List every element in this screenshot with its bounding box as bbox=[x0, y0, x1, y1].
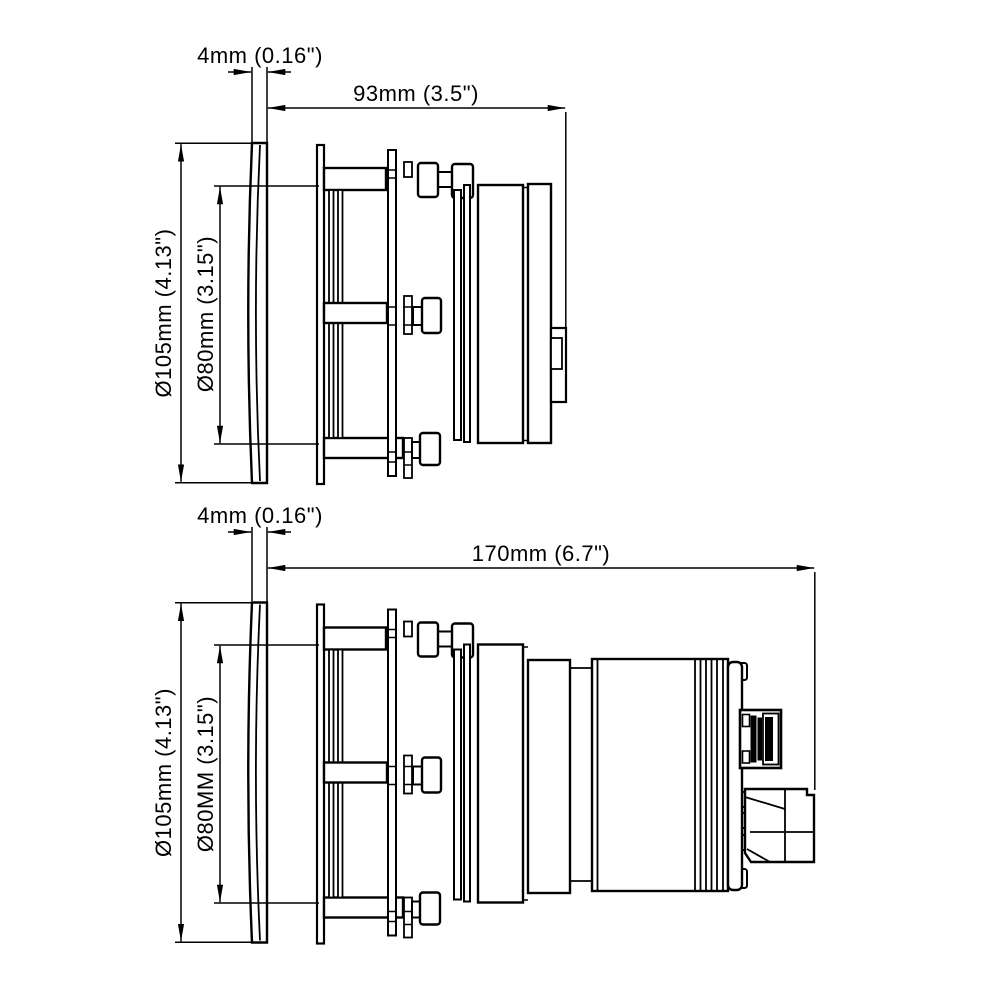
connector-tab-upper bbox=[743, 715, 750, 727]
label-body-length: 170mm (6.7") bbox=[471, 541, 611, 566]
label-cutout-diameter: Ø80mm (3.15") bbox=[193, 235, 218, 393]
rear-cap bbox=[728, 662, 742, 890]
label-cutout-diameter: Ø80MM (3.15") bbox=[193, 695, 218, 853]
label-flange-thickness: 4mm (0.16") bbox=[197, 503, 323, 528]
connector-tab-lower bbox=[743, 751, 750, 763]
mounting-bracket bbox=[745, 789, 814, 862]
connector-tab-inner bbox=[551, 338, 562, 369]
connector-pin-1 bbox=[751, 716, 756, 762]
end-cap bbox=[528, 184, 551, 443]
label-outer-diameter: Ø105mm (4.13") bbox=[151, 688, 176, 857]
label-outer-diameter: Ø105mm (4.13") bbox=[151, 228, 176, 398]
power-connector bbox=[740, 710, 781, 768]
end-cap bbox=[528, 660, 570, 893]
label-flange-thickness: 4mm (0.16") bbox=[197, 43, 323, 68]
connector-pin-2 bbox=[758, 718, 762, 760]
connector-socket-pin bbox=[766, 718, 773, 761]
motor-housing bbox=[592, 659, 728, 891]
label-body-length: 93mm (3.5") bbox=[353, 81, 479, 106]
